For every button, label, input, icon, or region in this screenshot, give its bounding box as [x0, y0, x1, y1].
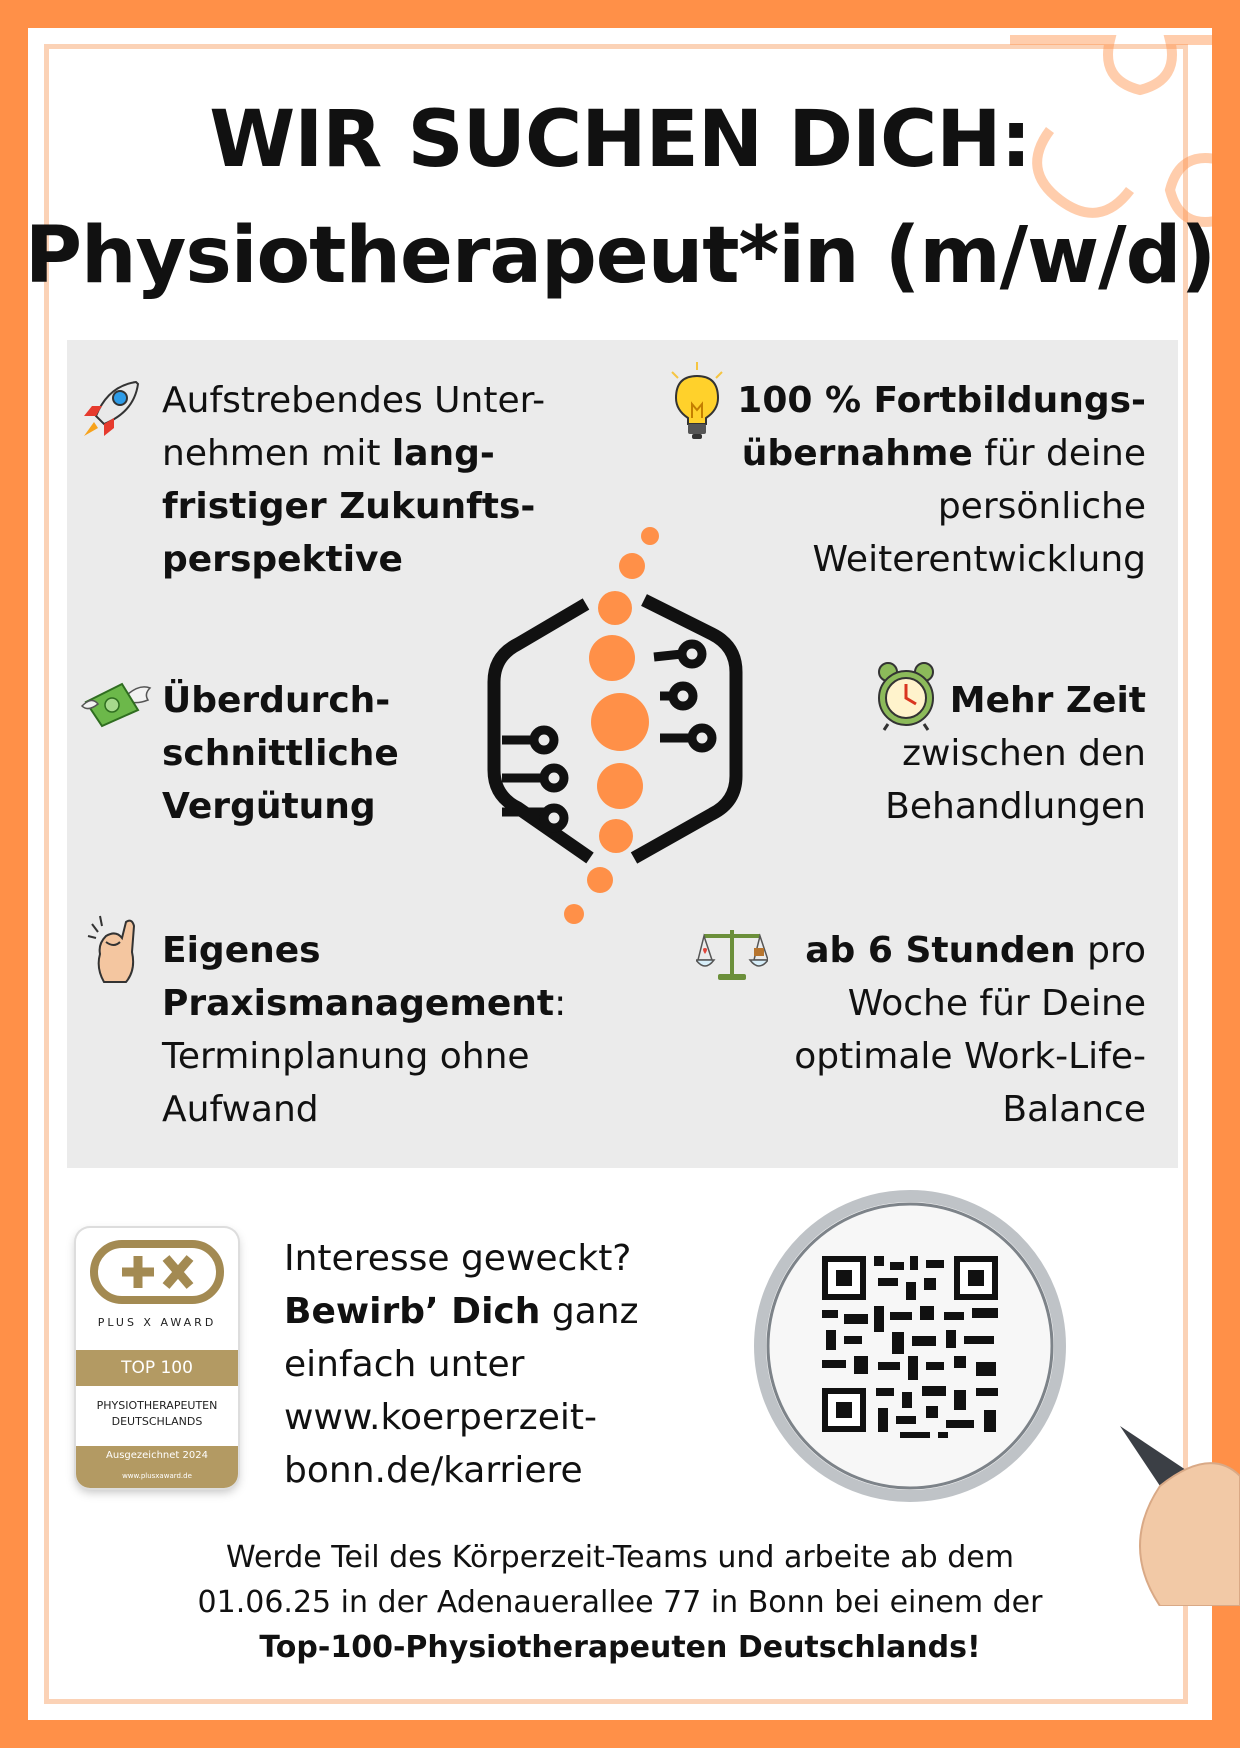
- cta-line1: Interesse geweckt?: [284, 1238, 632, 1279]
- feature-growth-line2: [162, 427, 632, 480]
- award-category-line1: PHYSIOTHERAPEUTEN: [96, 1399, 218, 1412]
- feature-salary-line3: [162, 780, 492, 833]
- cta-line2-text: ganz: [540, 1291, 639, 1332]
- feature-salary-line2: [162, 727, 492, 780]
- cta-line3: einfach unter: [284, 1344, 525, 1385]
- feature-salary-line1: [162, 674, 492, 727]
- footer-line1: Werde Teil des Körperzeit-Teams und arbeite ab dem: [226, 1540, 1014, 1575]
- feature-management-line3: Terminplanung ohne: [162, 1036, 530, 1077]
- feature-management-line1-bold: Eigenes: [162, 930, 321, 971]
- footer-line2: 01.06.25 in der Adenauerallee 77 in Bonn bei einem der: [197, 1585, 1043, 1620]
- spine-logo-icon: [484, 520, 754, 930]
- feature-salary-line3-bold: Vergütung: [162, 786, 376, 827]
- headline-line1: WIR SUCHEN DICH:: [209, 95, 1031, 185]
- feature-training-line2-bold: übernahme: [741, 433, 973, 474]
- cta-url-line1[interactable]: www.koerperzeit-: [284, 1397, 597, 1438]
- feature-training-line1-bold: 100 % Fortbildungs-: [737, 380, 1146, 421]
- feature-training-line4: Weiterentwicklung: [812, 539, 1146, 580]
- feature-management: [162, 924, 682, 1136]
- feature-time-line1: [746, 674, 1146, 727]
- feature-growth-line4-bold: perspektive: [162, 539, 403, 580]
- plusx-logo-icon: [90, 1240, 224, 1304]
- rocket-icon: [78, 376, 144, 442]
- call-to-action: [284, 1232, 704, 1497]
- feature-salary: [162, 674, 492, 833]
- feature-training-line1: [646, 374, 1146, 427]
- feature-worklife-line4: Balance: [1002, 1089, 1146, 1130]
- feature-management-line2-text: :: [554, 983, 567, 1024]
- feature-time-line1-bold: Mehr Zeit: [949, 680, 1146, 721]
- feature-management-line4: Aufwand: [162, 1089, 319, 1130]
- headline-line2: Physiotherapeut*in (m/w/d): [24, 211, 1216, 301]
- cta-line2: [284, 1285, 704, 1338]
- money-wings-icon: [78, 676, 152, 728]
- award-year: Ausgezeichnet 2024: [106, 1450, 208, 1461]
- feature-worklife-line2: Woche für Deine: [847, 983, 1146, 1024]
- feature-training-line2: [646, 427, 1146, 480]
- award-badge: [76, 1228, 238, 1488]
- award-url: www.plusxaward.de: [122, 1472, 192, 1480]
- feature-time-line3: Behandlungen: [885, 786, 1146, 827]
- footer-line3: [0, 1625, 1240, 1670]
- feature-worklife-line1-text: pro: [1075, 930, 1146, 971]
- feature-worklife-line1-bold: ab 6 Stunden: [805, 930, 1076, 971]
- award-category-line2: DEUTSCHLANDS: [111, 1415, 203, 1428]
- feature-training-line2-text: für deine: [972, 433, 1146, 474]
- feature-training-line3: persönliche: [937, 486, 1146, 527]
- feature-time: [746, 674, 1146, 833]
- feature-management-line2: [162, 977, 682, 1030]
- footer-line3-bold: Top-100-Physiotherapeuten Deutschlands!: [259, 1630, 981, 1665]
- feature-growth-line2-bold: lang-: [391, 433, 495, 474]
- feature-worklife-line1: [646, 924, 1146, 977]
- award-brand: PLUS X AWARD: [97, 1316, 217, 1329]
- feature-growth-line3-bold: fristiger Zukunfts-: [162, 486, 536, 527]
- feature-time-line2: zwischen den: [902, 733, 1146, 774]
- feature-management-line1: [162, 924, 682, 977]
- feature-worklife-line3: optimale Work-Life-: [794, 1036, 1146, 1077]
- feature-management-line2-bold: Praxismanagement: [162, 983, 555, 1024]
- footer-text: [0, 1535, 1240, 1670]
- award-rank: TOP 100: [76, 1350, 238, 1386]
- cta-url-line2[interactable]: bonn.de/karriere: [284, 1450, 583, 1491]
- feature-salary-line2-bold: schnittliche: [162, 733, 399, 774]
- hand-snap-icon: [86, 912, 142, 988]
- feature-growth-line2-text: nehmen mit: [162, 433, 392, 474]
- feature-salary-line1-bold: Überdurch-: [162, 680, 391, 721]
- feature-worklife: [646, 924, 1146, 1136]
- feature-growth-line1: Aufstrebendes Unter-: [162, 380, 546, 421]
- cta-line2-bold: Bewirb’ Dich: [284, 1291, 541, 1332]
